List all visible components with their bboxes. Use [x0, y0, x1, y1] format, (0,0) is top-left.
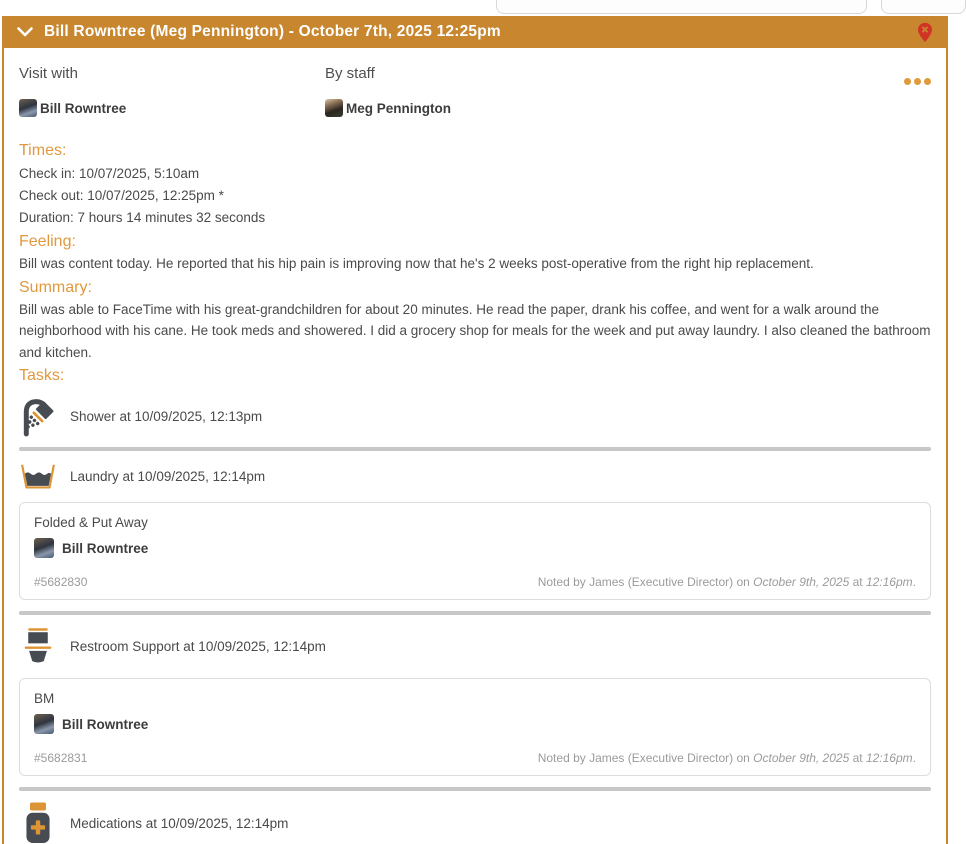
noted-by-prefix: Noted by James (Executive Director)	[537, 575, 734, 589]
by-staff-label: By staff	[325, 65, 375, 82]
noted-by-time: 12:16pm	[865, 575, 913, 589]
note-person-name: Bill Rowntree	[62, 716, 149, 732]
medications-icon	[19, 802, 57, 844]
note-ref-number: #5682831	[34, 751, 88, 765]
note-ref-number: #5682830	[34, 575, 88, 589]
note-person-chip[interactable]	[34, 714, 916, 734]
noted-by-text	[538, 751, 916, 765]
noted-by-period: .	[912, 575, 916, 589]
visit-body	[4, 48, 946, 844]
shower-icon	[19, 396, 57, 436]
note-title: BM	[34, 691, 55, 706]
feeling-heading: Feeling:	[19, 233, 76, 250]
visit-title: Bill Rowntree (Meg Pennington) - October 7th, 2025 12:25pm	[44, 23, 501, 40]
note-title: Folded & Put Away	[34, 515, 148, 530]
visit-with-label: Visit with	[19, 65, 78, 82]
noted-by-text	[538, 575, 916, 589]
note-person-name: Bill Rowntree	[62, 540, 149, 556]
map-pin-x-icon[interactable]	[917, 22, 933, 43]
chevron-down-icon[interactable]	[17, 27, 33, 37]
note-person-chip[interactable]	[34, 538, 916, 558]
times-heading: Times:	[19, 142, 67, 159]
task-row-restroom	[19, 626, 931, 666]
noted-by-at: at	[852, 575, 863, 589]
client-name: Bill Rowntree	[40, 100, 127, 116]
ellipsis-menu-icon[interactable]	[904, 78, 931, 85]
visit-with-column	[19, 65, 325, 117]
toilet-icon	[19, 626, 57, 666]
by-staff-column	[325, 65, 451, 117]
participants-row	[19, 65, 931, 117]
staff-avatar	[325, 99, 343, 117]
noted-by-date: October 9th, 2025	[753, 751, 850, 765]
summary-text: Bill was able to FaceTime with his great-grandchildren for about 20 minutes. He read the paper, drank his coffee, and went for a walk around the neighborhood with his cane. He took meds and showered. I did a grocery shop for meals for the week and put away laundry. I also cleaned the bathroom and kitchen.	[19, 301, 931, 360]
noted-by-time: 12:16pm	[865, 751, 913, 765]
task-label: Medications at 10/09/2025, 12:14pm	[70, 815, 289, 831]
task-divider	[19, 611, 931, 615]
task-label: Restroom Support at 10/09/2025, 12:14pm	[70, 638, 326, 654]
client-avatar	[19, 99, 37, 117]
tasks-heading: Tasks:	[19, 367, 65, 384]
task-row-shower	[19, 396, 931, 436]
top-strip	[0, 0, 952, 16]
noted-by-at: at	[852, 751, 863, 765]
partial-input-right[interactable]	[881, 0, 966, 14]
note-footer	[34, 751, 916, 765]
feeling-text: Bill was content today. He reported that his hip pain is improving now that he's 2 weeks post-operative from the right hip replacement.	[19, 256, 814, 271]
client-avatar	[34, 714, 54, 734]
task-note-card	[19, 678, 931, 776]
check-in-line: Check in: 10/07/2025, 5:10am	[19, 166, 200, 181]
client-avatar	[34, 538, 54, 558]
noted-by-on: on	[736, 751, 750, 765]
laundry-icon	[19, 462, 57, 490]
check-out-line: Check out: 10/07/2025, 12:25pm *	[19, 188, 224, 203]
noted-by-prefix: Noted by James (Executive Director)	[537, 751, 734, 765]
summary-heading: Summary:	[19, 278, 92, 296]
task-label: Laundry at 10/09/2025, 12:14pm	[70, 468, 266, 484]
duration-line: Duration: 7 hours 14 minutes 32 seconds	[19, 210, 266, 225]
task-row-medications	[19, 802, 931, 844]
staff-name: Meg Pennington	[346, 100, 451, 116]
task-label: Shower at 10/09/2025, 12:13pm	[70, 408, 263, 424]
visit-panel	[2, 16, 948, 844]
noted-by-on: on	[736, 575, 750, 589]
task-note-card	[19, 502, 931, 600]
visit-accordion-header[interactable]	[4, 16, 946, 48]
task-divider	[19, 447, 931, 451]
note-footer	[34, 575, 916, 589]
partial-input-left[interactable]	[496, 0, 867, 14]
staff-chip[interactable]	[325, 99, 451, 117]
task-divider	[19, 787, 931, 791]
client-chip[interactable]	[19, 99, 325, 117]
noted-by-period: .	[912, 751, 916, 765]
noted-by-date: October 9th, 2025	[753, 575, 850, 589]
task-row-laundry	[19, 462, 931, 490]
